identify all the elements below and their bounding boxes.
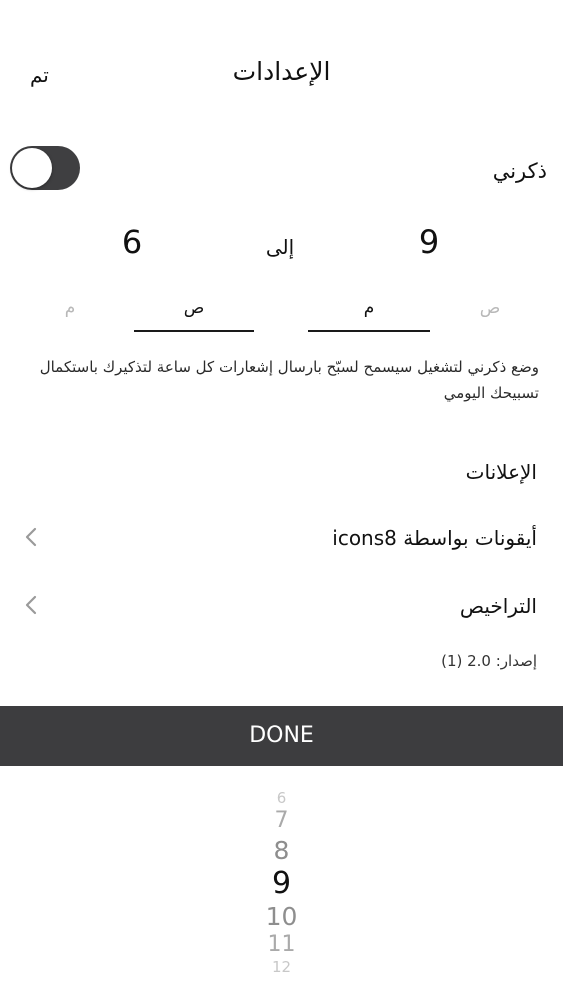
picker-item[interactable]: 12 [271,958,292,976]
picker-item[interactable]: 8 [273,836,290,865]
picker-item-selected[interactable]: 9 [271,866,292,901]
page-title: الإعدادات [232,57,331,86]
from-period-am[interactable]: ص [479,298,501,318]
from-period-pm[interactable]: م [363,298,375,318]
picker-item[interactable]: 6 [276,789,287,807]
to-period-am[interactable]: ص [183,298,205,318]
reminder-description: وضع ذكرني لتشغيل سيسمح لسبّح بارسال إشعارات كل ساعة لتذكيرك باستكمال تسبيحك اليومي [39,358,539,402]
icons-credit-row[interactable]: أيقونات بواسطة icons8 [332,526,537,550]
reminder-label: ذكرني [492,159,547,183]
licenses-row[interactable]: التراخيص [459,594,537,618]
version-label: إصدار: 2.0 (1) [441,652,537,670]
from-period-underline [308,330,430,332]
picker-item[interactable]: 10 [265,902,298,931]
chevron-left-icon[interactable] [24,525,38,549]
to-hour[interactable]: 6 [121,223,143,261]
toggle-knob [12,148,52,188]
to-period-pm[interactable]: م [64,298,76,318]
picker-item[interactable]: 11 [267,932,296,957]
to-label: إلى [265,235,295,259]
chevron-left-icon[interactable] [24,593,38,617]
from-hour[interactable]: 9 [418,223,440,261]
to-period-underline [134,330,254,332]
picker-item[interactable]: 7 [274,808,289,833]
picker-done-button[interactable]: DONE [0,706,563,766]
ads-row[interactable]: الإعلانات [465,460,537,484]
reminder-toggle[interactable] [10,146,80,190]
done-link[interactable]: تم [30,63,49,87]
